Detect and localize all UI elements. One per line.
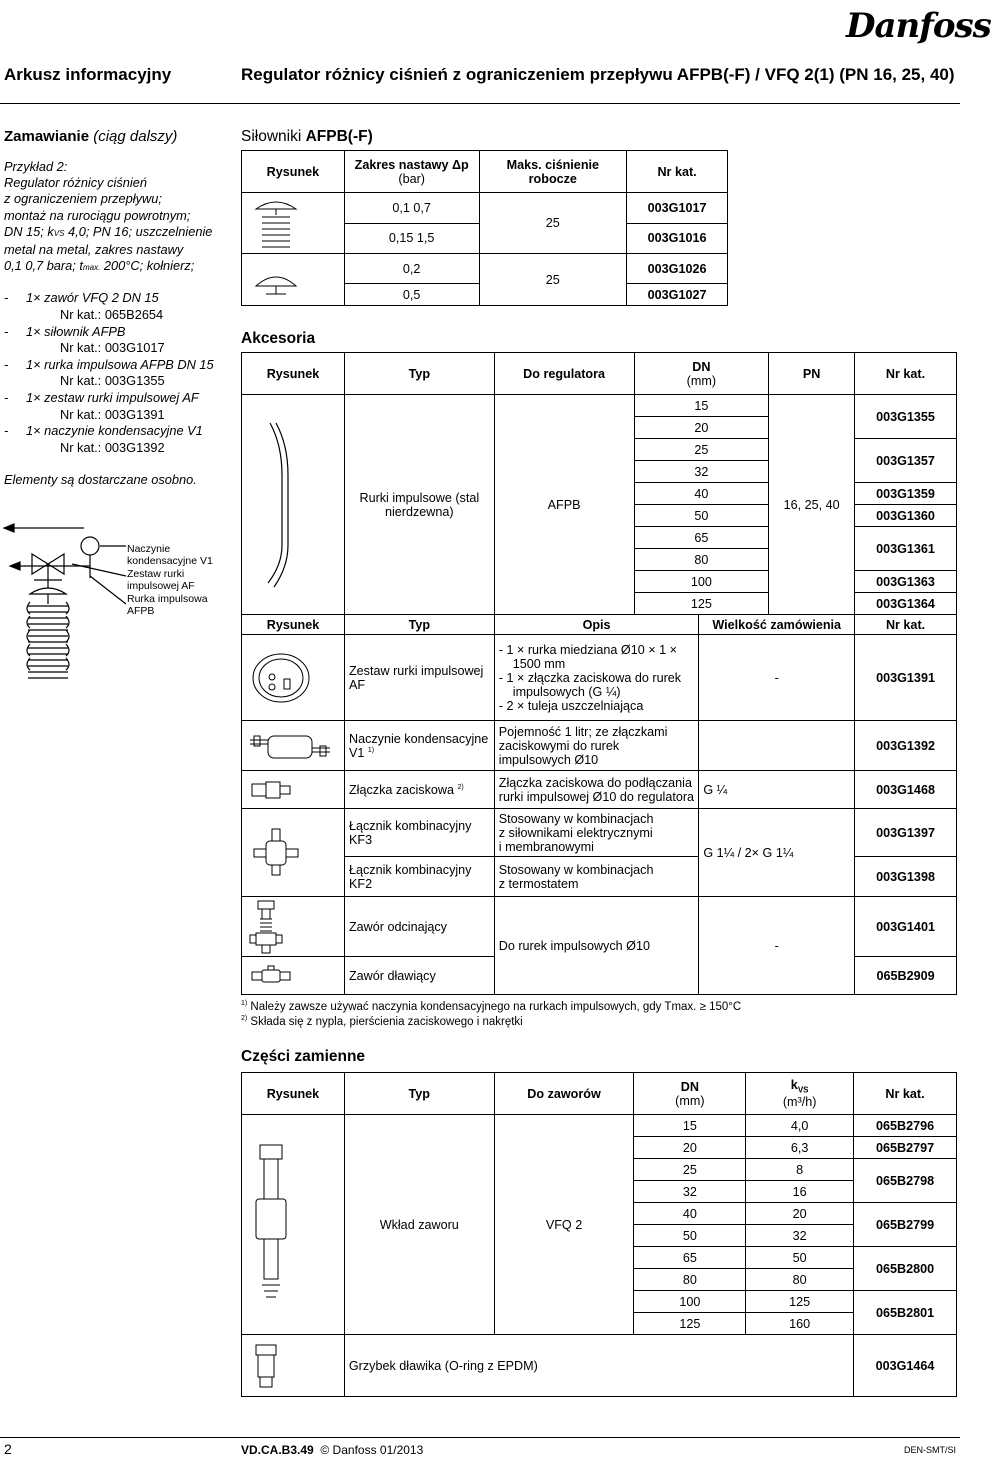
table-row: Złączka zaciskowa $^{2)}$ Złączka zaciskowa do podłączania rurki impulsowej Ø10 do regulatora G ¼ 003G1468 [242,771,957,809]
spares-title: Części zamienne [241,1048,366,1065]
tube-set-drawing [242,635,345,721]
actuators-title: Siłowniki AFPB(-F) [241,128,373,145]
table-row: 40 20 065B2799 [242,1203,957,1225]
condensate-drawing [242,721,345,771]
gland-type: Grzybek dławika (O-ring z EPDM) [344,1335,853,1397]
example-items [4,290,230,456]
footer-rule [0,1437,960,1438]
diagram-labels [127,543,237,617]
document-title: Regulator różnicy ciśnień z ograniczeniem przepływu AFPB(-F) / VFQ 2(1) (PN 16, 25, 40) [241,65,955,84]
list-item-nr: Nr kat.: 003G1392 [60,439,165,455]
example-line: montaż na rurociągu powrotnym; [4,207,191,223]
table-row: 50 32 [242,1225,957,1247]
list-item: - 1× zestaw rurki impulsowej AF [4,389,199,405]
table-row: 0,15 1,5 003G1016 [242,223,728,254]
example-text [4,159,230,276]
col-size: Wielkość zamówienia [699,615,855,635]
table-row: Naczynie kondensacyjne V1 $^{1)}$ Pojemność 1 litr; ze złączkami zaciskowymi do rurek impulsowych Ø10 003G1392 [242,721,957,771]
table-row: 25 003G1357 [242,439,957,461]
list-item-nr: Nr kat.: 065B2654 [60,307,164,323]
list-item-nr: Nr kat.: 003G1355 [60,373,165,389]
tube-type: Rurki impulsowe (stal nierdzewna) [344,395,494,615]
actuator-drawing [242,193,345,254]
header-rule [0,103,960,104]
ordering-title-main: Zamawianie [4,128,90,145]
actuators-table [241,150,728,306]
ordering-column [4,128,230,487]
table-row: 80 [242,549,957,571]
item-desc: Stosowany w kombinacjach z termostatem [494,857,699,897]
accessories-title: Akcesoria [241,330,316,347]
footer-ref: DEN-SMT/SI [903,1445,956,1455]
fitting-drawing [242,771,345,809]
col-for: Do zaworów [494,1073,634,1115]
list-item: - 1× naczynie kondensacyjne V1 [4,423,203,439]
item-desc: Do rurek impulsowych Ø10 [494,897,699,995]
table-row: Wkład zaworu VFQ 2 15 4,0 065B2796 [242,1115,957,1137]
table-row: Zawór dławiący 065B2909 [242,957,957,995]
ordering-title [4,128,230,145]
col-nr: Nr kat. [854,1073,957,1115]
table-row: 100 003G1363 [242,571,957,593]
connector-drawing [242,809,345,897]
table-row: 125 160 [242,1313,957,1335]
list-item-nr: Nr kat.: 003G1391 [60,406,165,422]
footnote-1: $^{1)}$ Należy zawsze używać naczynia kondensacyjnego na rurkach impulsowych, gdy Tmax. ≥ 150°C [241,1000,742,1013]
table-row: 50 003G1360 [242,505,957,527]
example-line: metal na metal, zakres nastawy [4,242,184,258]
table-row: Łącznik kombinacyjny KF3 Stosowany w kombinacjach z siłownikami elektrycznymi i membranowymi G 1¼ / 2× G 1¼ 003G1397 [242,809,957,857]
example-line: DN 15; kVS 4,0; PN 16; uszczelnienie [4,223,213,239]
throttle-valve-drawing [242,957,345,995]
table-row: Łącznik kombinacyjny KF2 Stosowany w kombinacjach z termostatem 003G1398 [242,857,957,897]
list-item-nr: Nr kat.: 003G1017 [60,340,165,356]
example-line: Regulator różnicy ciśnień [4,175,147,191]
col-pn: PN [769,353,855,395]
table-row: 0,1 0,7 25 003G1017 [242,193,728,224]
insert-for: VFQ 2 [494,1115,634,1335]
table-row: 32 [242,461,957,483]
spares-table [241,1072,957,1397]
actuator-drawing [242,254,345,306]
example-line: z ograniczeniem przepływu; [4,191,162,207]
shutoff-valve-drawing [242,897,345,957]
diagram-label: Zestaw rurki [127,567,185,580]
col-type: Typ [344,1073,494,1115]
col-type: Typ [344,615,494,635]
example-line: Przykład 2: [4,159,68,174]
diagram-label: kondensacyjne V1 [127,555,213,568]
col-dn: DN (mm) [634,1073,746,1115]
col-for: Do regulatora [494,353,634,395]
table-row: 40 003G1359 [242,483,957,505]
tube-pn: 16, 25, 40 [769,395,855,615]
table-row: 100 125 065B2801 [242,1291,957,1313]
table-row: 25 8 065B2798 [242,1159,957,1181]
item-desc: - 1 × rurka miedziana Ø10 × 1 × 1500 mm - 1 × złączka zaciskowa do rurek impulsowych (G ¼) - 2 × tuleja uszczelniająca [494,635,699,721]
col-type: Typ [344,353,494,395]
table-row: 65 50 065B2800 [242,1247,957,1269]
col-nr: Nr kat. [627,151,728,193]
col-nr: Nr kat. [855,615,957,635]
table-row: Zestaw rurki impulsowej AF - 1 × rurka miedziana Ø10 × 1 × 1500 mm - 1 × złączka zaciskowa do rurek impulsowych (G ¼) - 2 × tuleja uszczelniająca - 003G1391 [242,635,957,721]
list-item: - 1× zawór VFQ 2 DN 15 [4,290,159,306]
col-nr: Nr kat. [855,353,957,395]
item-desc: Pojemność 1 litr; ze złączkami zaciskowymi do rurek impulsowych Ø10 [494,721,699,771]
table-row: Rurki impulsowe (stal nierdzewna) AFPB 15 16, 25, 40 003G1355 [242,395,957,417]
ordering-title-cont: (ciąg dalszy) [93,128,178,145]
col-range: Zakres nastawy Δp (bar) [344,151,479,193]
table-row: Zawór odcinający Do rurek impulsowych Ø10 - 003G1401 [242,897,957,957]
table-row: Grzybek dławika (O-ring z EPDM) 003G1464 [242,1335,957,1397]
gland-drawing [242,1335,345,1397]
col-pressure: Maks. ciśnienie robocze [479,151,627,193]
item-desc: Złączka zaciskowa do podłączania rurki impulsowej Ø10 do regulatora [494,771,699,809]
footnote-2: $^{2)}$ Składa się z nypla, pierścienia zaciskowego i nakrętki [241,1015,523,1028]
diagram-label: Rurka impulsowa [127,592,208,605]
diagram-label: impulsowej AF [127,580,195,593]
tube-drawing [242,395,345,615]
table-row: 20 6,3 065B2797 [242,1137,957,1159]
table-row: 0,2 25 003G1026 [242,254,728,284]
tube-for: AFPB [494,395,634,615]
table-row: 20 [242,417,957,439]
table-row: 80 80 [242,1269,957,1291]
accessories-table [241,614,957,995]
table-row: 65 003G1361 [242,527,957,549]
table-row: 32 16 [242,1181,957,1203]
tubes-table [241,352,957,615]
example-line: 0,1 0,7 bara; tmax. 200°C; kołnierz; [4,258,195,274]
col-drawing: Rysunek [242,1073,345,1115]
delivery-note: Elementy są dostarczane osobno. [4,472,197,488]
insert-drawing [242,1115,345,1335]
col-drawing: Rysunek [242,615,345,635]
list-item: - 1× siłownik AFPB [4,323,126,339]
page-number: 2 [4,1441,12,1457]
list-item: - 1× rurka impulsowa AFPB DN 15 [4,356,214,372]
danfoss-logo: Danfoss [846,6,991,46]
col-drawing: Rysunek [242,353,345,395]
col-kvs: $k_{VS}$ (m³/h) [746,1073,854,1115]
table-row: 0,5 003G1027 [242,284,728,306]
item-desc: Stosowany w kombinacjach z siłownikami elektrycznymi i membranowymi [494,809,699,857]
col-drawing: Rysunek [242,151,345,193]
diagram-label: AFPB [127,605,155,618]
document-type: Arkusz informacyjny [4,65,172,84]
footer-code: VD.CA.B3.49 © Danfoss 01/2013 [241,1443,424,1457]
table-row: 125 003G1364 [242,593,957,615]
col-desc: Opis [494,615,699,635]
diagram-label: Naczynie [127,543,171,555]
col-dn: DN (mm) [634,353,769,395]
insert-type: Wkład zaworu [344,1115,494,1335]
